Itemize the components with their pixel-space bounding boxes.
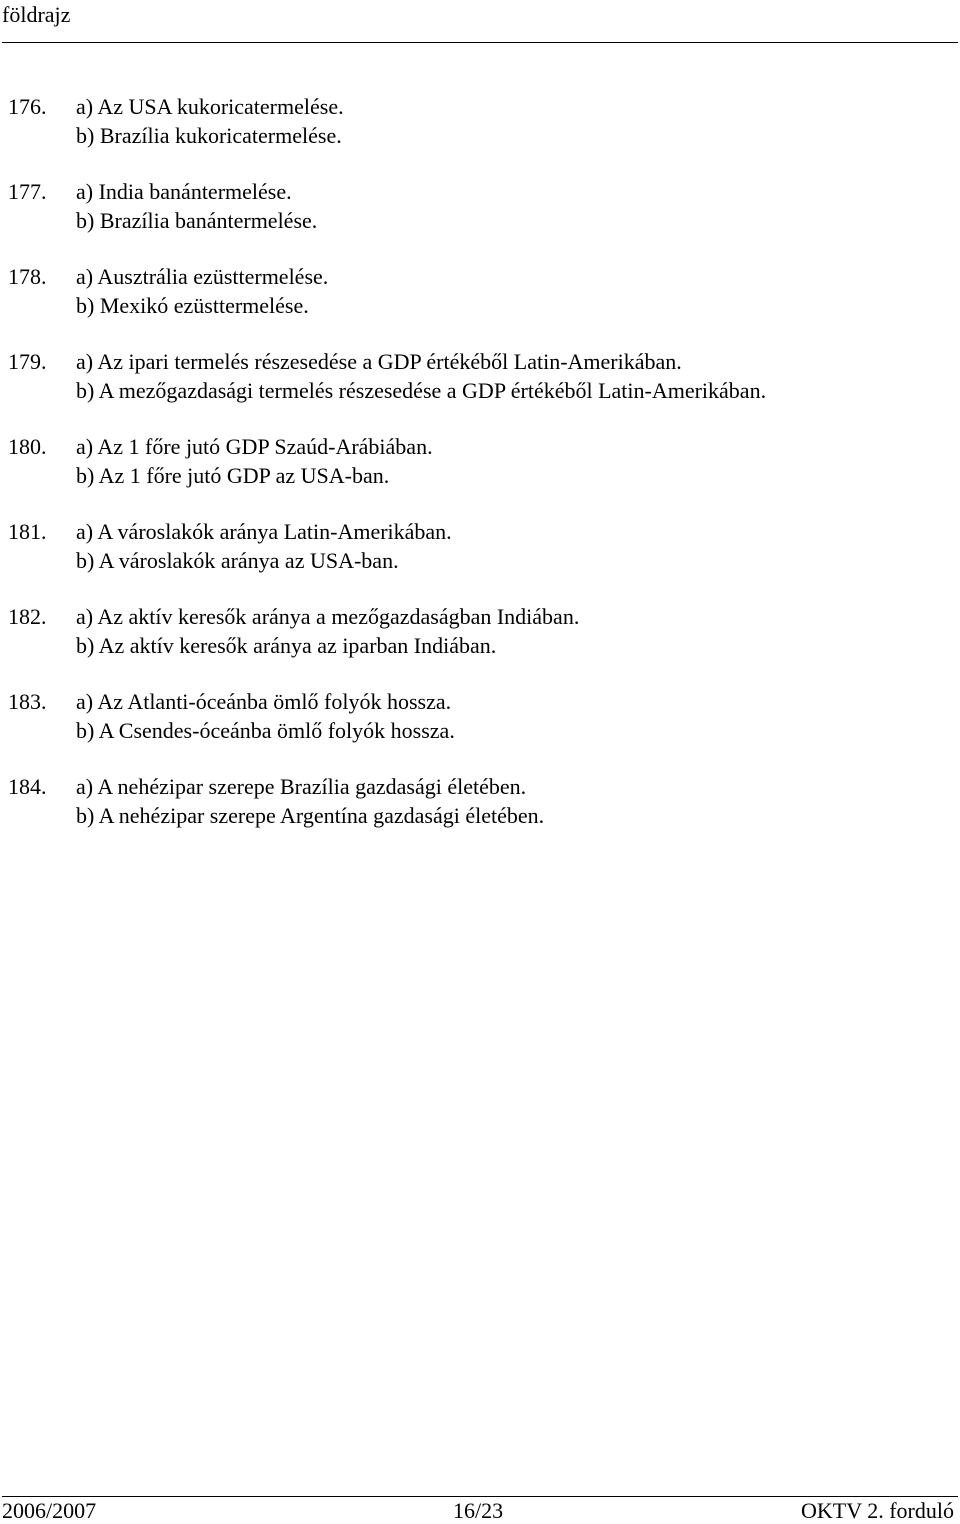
question-number: 176.	[8, 94, 47, 119]
question-option-a: a) Az 1 főre jutó GDP Szaúd-Arábiában.	[76, 434, 433, 459]
question-option-a: a) India banántermelése.	[76, 179, 292, 204]
question-number: 184.	[8, 774, 47, 799]
question-item	[0, 518, 960, 575]
question-option-b: b) A nehézipar szerepe Argentína gazdasági életében.	[76, 802, 545, 828]
question-option-a: a) Az ipari termelés részesedése a GDP értékéből Latin-Amerikában.	[76, 349, 682, 374]
question-number: 177.	[8, 179, 47, 204]
question-option-b: b) Az 1 főre jutó GDP az USA-ban.	[76, 462, 390, 488]
question-number: 182.	[8, 604, 47, 629]
page-header	[2, 0, 958, 43]
footer-contest-name: OKTV 2. forduló	[801, 1498, 954, 1523]
question-option-b: b) Brazília banántermelése.	[76, 207, 318, 233]
question-option-a: a) Az aktív keresők aránya a mezőgazdaságban Indiában.	[76, 604, 580, 629]
question-item	[0, 688, 960, 745]
question-item	[0, 348, 960, 405]
question-option-a: a) Ausztrália ezüsttermelése.	[76, 264, 329, 289]
question-option-b: b) Az aktív keresők aránya az iparban Indiában.	[76, 632, 497, 658]
subject-title: földrajz	[2, 2, 71, 27]
question-item	[0, 263, 960, 320]
question-number: 179.	[8, 349, 47, 374]
footer-school-year: 2006/2007	[2, 1498, 97, 1523]
question-option-a: a) Az Atlanti-óceánba ömlő folyók hossza.	[76, 689, 452, 714]
footer-page-number: 16/23	[453, 1498, 504, 1523]
question-number: 180.	[8, 434, 47, 459]
question-number: 183.	[8, 689, 47, 714]
question-number: 178.	[8, 264, 47, 289]
question-option-a: a) Az USA kukoricatermelése.	[76, 94, 344, 119]
question-item	[0, 433, 960, 490]
question-option-a: a) A városlakók aránya Latin-Amerikában.	[76, 519, 452, 544]
question-option-b: b) A Csendes-óceánba ömlő folyók hossza.	[76, 717, 455, 743]
question-item	[0, 603, 960, 660]
question-option-b: b) Mexikó ezüsttermelése.	[76, 292, 309, 318]
question-list	[0, 93, 960, 858]
question-item	[0, 93, 960, 150]
question-option-a: a) A nehézipar szerepe Brazília gazdasági életében.	[76, 774, 527, 799]
question-item	[0, 178, 960, 235]
question-item	[0, 773, 960, 830]
question-option-b: b) A városlakók aránya az USA-ban.	[76, 547, 399, 573]
question-option-b: b) A mezőgazdasági termelés részesedése a GDP értékéből Latin-Amerikában.	[76, 377, 767, 403]
question-option-b: b) Brazília kukoricatermelése.	[76, 122, 342, 148]
page-footer	[2, 1496, 958, 1524]
question-number: 181.	[8, 519, 47, 544]
